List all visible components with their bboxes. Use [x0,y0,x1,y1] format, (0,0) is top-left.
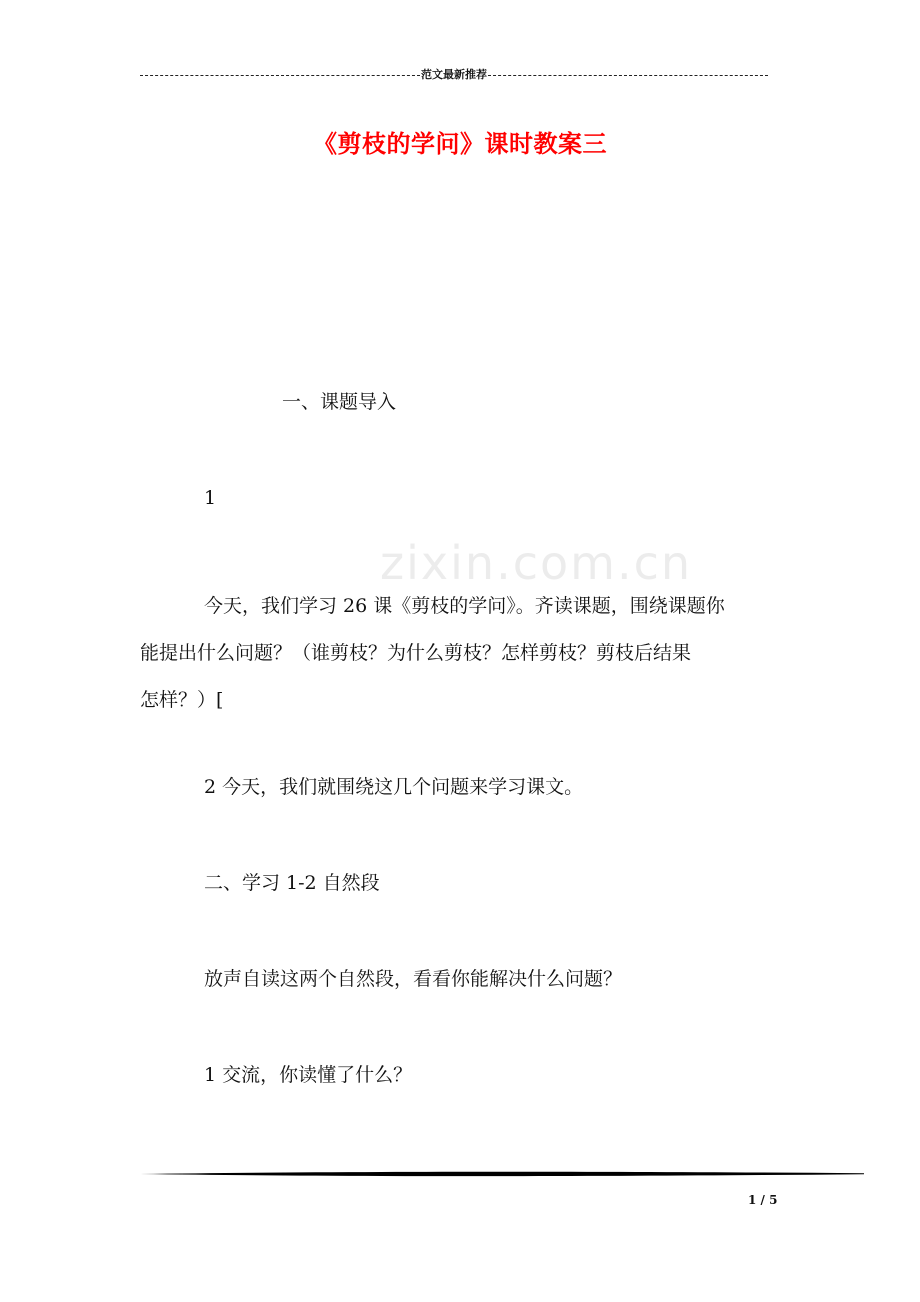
intro-paragraph [140,583,784,724]
page-header [140,68,768,82]
page-number: 1 / 5 [748,1193,778,1207]
intro-line-2: 能提出什么问题？（谁剪枝？为什么剪枝？怎样剪枝？剪枝后结果 [140,642,692,664]
header-dashes-left [140,75,420,76]
document-title: 《剪枝的学问》课时教案三 [313,129,607,158]
intro-line-3: 怎样？）[ [140,689,224,711]
read-aloud-paragraph: 放声自读这两个自然段，看看你能解决什么问题？ [204,968,623,990]
footer-rule [140,1170,864,1178]
item-number-1: 1 [204,487,217,509]
section-heading-1: 一、课题导入 [282,391,397,413]
header-dashes-right [488,75,768,76]
item-2-paragraph: 2 今天，我们就围绕这几个问题来学习课文。 [204,776,584,798]
watermark: zixin.com.cn [380,536,693,590]
header-label: 范文最新推荐 [421,68,487,81]
intro-line-1: 今天，我们学习 26 课《剪枝的学问》。齐读课题，围绕课题你 [204,595,725,617]
section-heading-2: 二、学习 1-2 自然段 [204,872,380,894]
discuss-paragraph: 1 交流，你读懂了什么？ [204,1064,413,1086]
